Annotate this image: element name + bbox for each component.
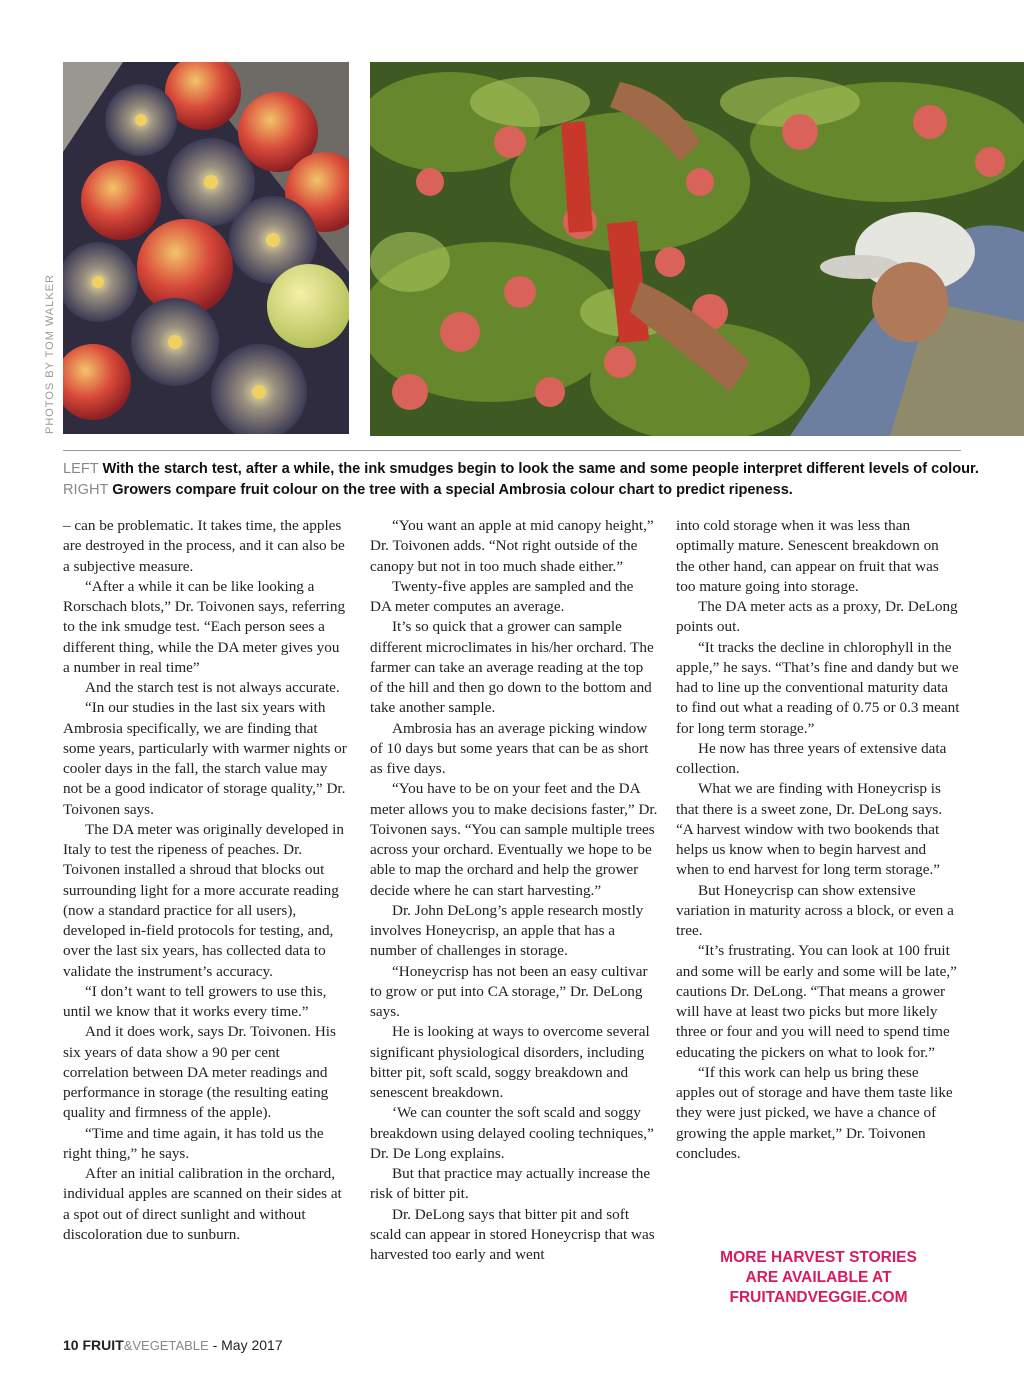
callout-line: MORE HARVEST STORIES <box>720 1249 917 1266</box>
paragraph: He now has three years of extensive data collection. <box>676 739 947 777</box>
caption-left-tag: LEFT <box>63 461 99 477</box>
paragraph: ‘We can counter the soft scald and soggy breakdown using delayed cooling techniques,” Dr. De Long explains. <box>370 1104 654 1162</box>
paragraph: Ambrosia has an average picking window of 10 days but some years that can be as short as five days. <box>370 719 649 777</box>
caption-rule <box>63 450 961 451</box>
paragraph: “I don’t want to tell growers to use this, until we know that it works every time.” <box>63 982 327 1020</box>
callout-line: ARE AVAILABLE AT <box>745 1269 892 1286</box>
caption-left <box>63 459 983 480</box>
article-column-2 <box>370 516 658 1265</box>
paragraph: “You have to be on your feet and the DA meter allows you to make decisions faster,” Dr. Toivonen says. “You can sample multiple trees across your orchard. Eventually we hope to be able to map the orchard and help the grower decide where he can start harvesting.” <box>370 780 658 899</box>
photo-caption <box>63 459 983 501</box>
paragraph: “After a while it can be like looking a Rorschach blots,” Dr. Toivonen says, referring to the ink smudge test. “Each person sees a different thing, while the DA meter gives you a number in real time” <box>63 577 346 676</box>
paragraph: But Honeycrisp can show extensive variation in maturity across a block, or even a tree. <box>676 881 954 939</box>
page-number: 10 <box>63 1337 79 1353</box>
colour-chart-photo <box>370 62 1024 436</box>
paragraph: Dr. John DeLong’s apple research mostly involves Honeycrisp, an apple that has a number of challenges in storage. <box>370 901 644 960</box>
paragraph: The DA meter was originally developed in Italy to test the ripeness of peaches. Dr. Toivonen installed a shroud that blocks out surrounding light for a more accurate reading (now a standard practice for all users), developed in-field protocols for testing, and, over the last six years, has collected data to validate the instrument’s accuracy. <box>63 820 344 980</box>
paragraph: After an initial calibration in the orchard, individual apples are scanned on their sides at a spot out of direct sunlight and without discoloration due to sunburn. <box>63 1165 342 1243</box>
paragraph: Twenty-five apples are sampled and the DA meter computes an average. <box>370 577 634 615</box>
callout-link[interactable]: FRUITANDVEGGIE.COM <box>729 1289 908 1306</box>
paragraph: The DA meter acts as a proxy, Dr. DeLong points out. <box>676 598 958 636</box>
caption-right <box>63 480 983 501</box>
paragraph: But that practice may actually increase the risk of bitter pit. <box>370 1165 651 1203</box>
caption-right-tag: RIGHT <box>63 482 109 498</box>
magazine-name-bold: FRUIT <box>82 1337 124 1353</box>
paragraph: “Time and time again, it has told us the right thing,” he says. <box>63 1124 324 1162</box>
paragraph: And it does work, says Dr. Toivonen. His six years of data show a 90 per cent correlation between DA meter readings and performance in storage (the resulting eating quality and firmness of the apple). <box>63 1023 336 1122</box>
page-footer <box>63 1337 283 1353</box>
magazine-name-light: &VEGETABLE <box>123 1338 209 1353</box>
paragraph: “In our studies in the last six years with Ambrosia specifically, we are finding that some years, particularly with warmer nights or cooler days in the fall, the starch value may not be a good indicator of storage quality,” Dr. Toivonen says. <box>63 699 347 818</box>
paragraph: Dr. DeLong says that bitter pit and soft scald can appear in stored Honeycrisp that was harvested too early and went <box>370 1205 655 1263</box>
more-stories-callout[interactable] <box>676 1248 961 1308</box>
paragraph: It’s so quick that a grower can sample different microclimates in his/her orchard. The farmer can take an average reading at the top of the hill and then go down to the bottom and take another sample. <box>370 618 654 717</box>
paragraph: “It tracks the decline in chlorophyll in the apple,” he says. “That’s fine and dandy but we had to line up the conventional maturity data to find out what a reading of 0.75 or 0.3 meant for long term storage.” <box>676 638 960 737</box>
paragraph: “It’s frustrating. You can look at 100 fruit and some will be early and some will be late,” cautions Dr. DeLong. “That means a grower will have at least two picks but more likely three or four and you will need to spend time educating the pickers on what to look for.” <box>676 942 957 1061</box>
issue-date: - May 2017 <box>212 1337 283 1353</box>
paragraph: He is looking at ways to overcome several significant physiological disorders, including bitter pit, soft scald, soggy breakdown and senescent breakdown. <box>370 1023 650 1101</box>
article-column-1 <box>63 516 349 1245</box>
starch-test-photo <box>63 62 349 434</box>
article-column-3 <box>676 516 961 1164</box>
paragraph: – can be problematic. It takes time, the apples are destroyed in the process, and it can also be a subjective measure. <box>63 517 345 575</box>
caption-left-text: With the starch test, after a while, the ink smudges begin to look the same and some people interpret different levels of colour. <box>102 461 979 477</box>
paragraph: What we are finding with Honeycrisp is that there is a sweet zone, Dr. DeLong says. “A harvest window with two bookends that helps us know when to begin harvest and when to end harvest for long term storage.” <box>676 780 943 879</box>
photo-credit: PHOTOS BY TOM WALKER <box>44 274 56 434</box>
paragraph: “You want an apple at mid canopy height,” Dr. Toivonen adds. “Not right outside of the canopy but not in too much shade either.” <box>370 517 654 575</box>
paragraph: into cold storage when it was less than optimally mature. Senescent breakdown on the other hand, can appear on fruit that was too mature going into storage. <box>676 517 939 595</box>
paragraph: And the starch test is not always accurate. <box>85 679 340 696</box>
caption-right-text: Growers compare fruit colour on the tree with a special Ambrosia colour chart to predict ripeness. <box>112 482 793 498</box>
paragraph: “If this work can help us bring these apples out of storage and have them taste like they were just picked, we have a chance of growing the apple market,” Dr. Toivonen concludes. <box>676 1063 953 1162</box>
paragraph: “Honeycrisp has not been an easy cultivar to grow or put into CA storage,” Dr. DeLong says. <box>370 962 648 1020</box>
